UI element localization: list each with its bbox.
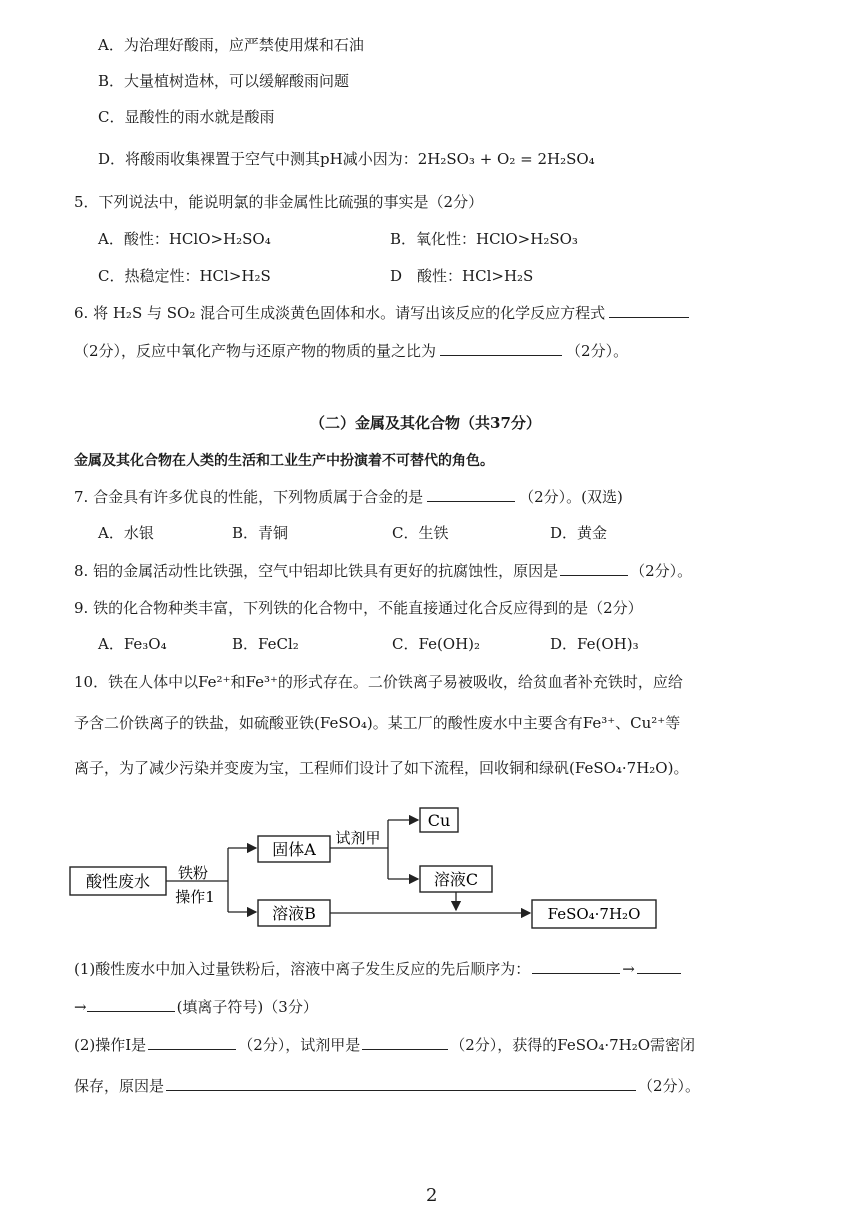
section-title: （二）金属及其化合物（共37分） <box>310 414 541 432</box>
flow-box-cu: Cu <box>427 811 451 830</box>
q10-1-end: (填离子符号)（3分） <box>176 998 318 1016</box>
q10-1-stem: (1)酸性废水中加入过量铁粉后，溶液中离子发生反应的先后顺序为： <box>74 960 531 978</box>
flow-box-waste: 酸性废水 <box>85 872 151 891</box>
q10-2-line1 <box>74 1034 695 1055</box>
q7-blank[interactable] <box>427 487 515 502</box>
q5-option-c: C．热稳定性：HCl>H₂S <box>98 267 271 285</box>
q4-option-b: B．大量植树造林，可以缓解酸雨问题 <box>98 72 350 90</box>
q4-option-d-text: D．将酸雨收集裸置于空气中测其pH减小因为： <box>98 150 418 168</box>
q6-line2-text: （2分），反应中氧化产物与还原产物的物质的量之比为 <box>74 342 437 360</box>
flow-box-solid-a: 固体A <box>272 840 316 859</box>
q6-blank-equation[interactable] <box>609 303 689 318</box>
q10-2-blank-op[interactable] <box>148 1035 236 1050</box>
q7-stem-text: 7. 合金具有许多优良的性能，下列物质属于合金的是 <box>74 488 424 506</box>
q7-option-d: D．黄金 <box>550 524 608 542</box>
q5-stem: 5．下列说法中，能说明氯的非金属性比硫强的事实是（2分） <box>74 193 484 211</box>
q10-1-blank-3[interactable] <box>87 997 175 1012</box>
q10-1-blank-1[interactable] <box>532 959 620 974</box>
flow-box-solution-c: 溶液C <box>433 870 479 889</box>
q10-2-blank-reagent[interactable] <box>362 1035 448 1050</box>
q8-stem-text: 8. 铝的金属活动性比铁强，空气中铝却比铁具有更好的抗腐蚀性，原因是 <box>74 562 559 580</box>
q10-1-line2 <box>74 996 318 1017</box>
q9-option-a: A．Fe₃O₄ <box>98 635 167 653</box>
q10-1-arrow-2: → <box>74 998 87 1016</box>
flow-label-op1: 操作1 <box>175 888 215 906</box>
q10-2-reason-label: 保存，原因是 <box>74 1077 165 1095</box>
q9-option-d: D．Fe(OH)₃ <box>550 635 639 653</box>
q7-stem-end: （2分）。(双选) <box>519 488 623 506</box>
q4-option-d <box>98 148 595 169</box>
q5-option-a: A．酸性：HClO>H₂SO₄ <box>98 230 271 248</box>
q9-option-b: B．FeCl₂ <box>232 635 299 653</box>
q6-line1 <box>74 302 689 323</box>
page-number: 2 <box>426 1185 438 1206</box>
q10-2-line2 <box>74 1075 700 1096</box>
flow-box-product: FeSO₄·7H₂O <box>547 905 641 923</box>
q10-2-reason-end: （2分）。 <box>638 1077 701 1095</box>
process-flow-diagram <box>0 790 860 940</box>
q10-1-arrow-1: → <box>622 960 635 978</box>
q6-blank-ratio[interactable] <box>440 341 562 356</box>
q8-stem <box>74 560 692 581</box>
q4-option-a: A．为治理好酸雨，应严禁使用煤和石油 <box>98 36 364 54</box>
section-intro: 金属及其化合物在人类的生活和工业生产中扮演着不可替代的角色。 <box>74 453 494 469</box>
q6-stem: 6. 将 H₂S 与 SO₂ 混合可生成淡黄色固体和水。请写出该反应的化学反应方程式 <box>74 304 606 322</box>
q10-2-stem: (2)操作I是 <box>74 1036 147 1054</box>
q10-2-end: （2分），获得的FeSO₄·7H₂O需密闭 <box>450 1036 696 1054</box>
q10-line3: 离子，为了减少污染并变废为宝，工程师们设计了如下流程，回收铜和绿矾(FeSO₄·7H₂O)。 <box>74 759 689 777</box>
flow-box-solution-b: 溶液B <box>272 904 316 923</box>
q10-2-blank-reason[interactable] <box>166 1076 636 1091</box>
q4-option-c: C．显酸性的雨水就是酸雨 <box>98 108 275 126</box>
q7-option-b: B．青铜 <box>232 524 289 542</box>
q7-option-c: C．生铁 <box>392 524 449 542</box>
flow-label-reagent: 试剂甲 <box>335 829 381 847</box>
q6-line2 <box>74 340 628 361</box>
q10-line2: 予含二价铁离子的铁盐，如硫酸亚铁(FeSO₄)。某工厂的酸性废水中主要含有Fe³⁺、Cu²⁺等 <box>74 714 681 732</box>
q4-option-d-equation: 2H₂SO₃ + O₂ = 2H₂SO₄ <box>417 150 595 168</box>
q10-1-line1 <box>74 958 681 979</box>
flow-label-iron: 铁粉 <box>177 864 209 882</box>
q5-option-d: D 酸性：HCl>H₂S <box>390 267 534 285</box>
q10-1-blank-2[interactable] <box>637 959 681 974</box>
q5-option-b: B．氧化性：HClO>H₂SO₃ <box>390 230 578 248</box>
q9-stem: 9. 铁的化合物种类丰富，下列铁的化合物中，不能直接通过化合反应得到的是（2分） <box>74 599 643 617</box>
q10-2-mid: （2分），试剂甲是 <box>238 1036 361 1054</box>
q9-option-c: C．Fe(OH)₂ <box>392 635 481 653</box>
q10-line1: 10．铁在人体中以Fe²⁺和Fe³⁺的形式存在。二价铁离子易被吸收，给贫血者补充铁时，应给 <box>74 673 683 691</box>
q7-stem <box>74 486 623 507</box>
q8-stem-end: （2分）。 <box>630 562 693 580</box>
q8-blank[interactable] <box>560 561 628 576</box>
q7-option-a: A．水银 <box>98 524 154 542</box>
q6-line2-end: （2分）。 <box>566 342 629 360</box>
